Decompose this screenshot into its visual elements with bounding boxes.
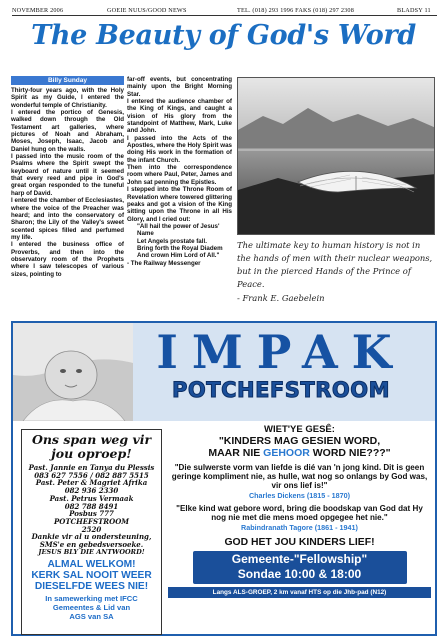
article-paragraph: Then into the correspondence room where Paul, Peter, James and John sat penning the Epistles.	[127, 164, 232, 186]
dickens-quote: "Die sulwerste vorm van liefde is dié van 'n jong kind. Dit is geen geringe kompliment nie, as hulle, wat nog so onlangs by God was, vir ons lief is!"	[171, 463, 428, 491]
header-date: NOVEMBER 2006	[12, 7, 64, 14]
impak-logo: IMPAK	[156, 325, 406, 379]
kinders-post: WORD NIE???"	[309, 447, 391, 459]
partnership-line: AGS van SA	[69, 612, 114, 622]
pastor-name: Past. Jannie en Tanya du Plessis	[28, 463, 155, 472]
header-page: BLADSY 11	[397, 7, 431, 14]
answer-text: JESUS BLY DIE ANTWOORD!	[38, 547, 145, 556]
baby-illustration	[13, 323, 133, 421]
partnership-line: Gemeentes & Lid van	[52, 603, 131, 613]
ad-message	[168, 424, 431, 598]
welcome-block	[22, 559, 161, 592]
ad-banner	[13, 323, 435, 421]
partnership-block	[22, 594, 161, 621]
poem-line: And crown Him Lord of All."	[137, 252, 220, 260]
article-column-1	[11, 87, 124, 278]
pastor-phone: 082 788 8491	[64, 501, 119, 511]
baby-photo	[13, 323, 133, 421]
quote-author: - Frank E. Gaebelein	[237, 293, 325, 303]
article-paragraph: I entered the audience chamber of the King of Kings, and caught a vision of His glory from the standpoint of Matthew, Mark, Luke and John.	[127, 98, 232, 135]
kinders-headline	[168, 435, 431, 459]
impak-advertisement	[11, 321, 437, 636]
bible-lake-photo	[237, 77, 435, 235]
directions-bar: Langs ALS-GROEP, 2 km vanaf HTS op die Jhb-pad (N12)	[168, 587, 431, 598]
welcome-line: KERK SAL NOOIT WEER	[31, 570, 152, 582]
article-source: - The Railway Messenger	[127, 259, 201, 267]
welcome-line: ALMAL WELKOM!	[47, 559, 136, 571]
partnership-line: In samewerking met IFCC	[45, 594, 138, 604]
pull-quote	[237, 239, 435, 305]
thanks-text: Dankie vir al u ondersteuning, SMS'e en gebedsversoeke.	[31, 532, 152, 550]
wiet-heading: WIET'YE GESÊ:	[264, 424, 335, 435]
article-column-2	[127, 76, 232, 267]
potchefstroom-title: POTCHEFSTROOM	[172, 378, 390, 402]
article-paragraph: I passed into the Acts of the Apostles, where the Holy Spirit was doing His work in the formation of the infant Church.	[127, 134, 232, 164]
pastor-phone: 082 936 2330	[64, 486, 119, 496]
fellowship-title: Gemeente-"Fellowship"	[231, 552, 368, 567]
poem-line: Let Angels prostate fall.	[137, 237, 207, 245]
article-paragraph: Thirty-four years ago, with the Holy Spirit as my Guide, I entered the wonderful temple of Christianity.	[11, 87, 124, 109]
bible-lake-illustration	[238, 78, 435, 235]
pastor-name: Past. Peter & Magriet Afrika	[35, 478, 148, 488]
kinders-line-2	[168, 447, 431, 459]
tagore-quote: "Elke kind wat gebore word, bring die boodskap van God dat Hy nog nie met die mens moed opgegee het nie."	[176, 504, 423, 523]
contact-heading: Ons span weg vir jou oproep!	[31, 432, 152, 461]
article-paragraph: I stepped into the Throne Room of Revelation where towered glittering peaks and got a vision of the King sitting upon the Throne in all His Glory, and I cried out:	[127, 186, 232, 223]
article-paragraph: I passed into the music room of the Psalms where the Spirit swept the keyboard of nature until it seemed that every reed and pipe in God's great organ responded to the tuneful harp of David.	[11, 153, 124, 197]
love-headline: GOD HET JOU KINDERS LIEF!	[224, 537, 375, 549]
article-byline: Billy Sunday	[11, 76, 124, 85]
postbox: Posbus 777	[69, 509, 114, 519]
page-title: The Beauty of God's Word	[31, 20, 416, 51]
poem-line: Bring forth the Royal Diadem	[137, 244, 223, 252]
welcome-line: DIESELFDE WEES NIE!	[34, 581, 149, 593]
pastor-contacts	[22, 464, 161, 556]
header-contact: TEL. (018) 293 1996 FAKS (018) 297 2308	[237, 7, 354, 14]
article-paragraph: I entered the chamber of Ecclesiastes, where the voice of the Preacher was heard; and into the conservatory of Sharon; the Lily of the Valley's sweet scented spices filled and perfumed my life.	[11, 197, 124, 241]
article-paragraph: I entered the business office of Proverbs, and then into the observatory room of the Prophets where I saw telescopes of various sizes, pointing to	[11, 241, 124, 278]
kinders-hoor: GEHOOR	[263, 447, 310, 459]
dickens-attribution: Charles Dickens (1815 - 1870)	[248, 491, 351, 501]
article-paragraph: I entered the portico of Genesis, walked down through the Old Testament art galleries, where pictures of Noah and Abraham, Moses, Joseph, Isaac, Jacob and Daniel hung on the walls.	[11, 109, 124, 153]
kinders-pre: MAAR NIE	[208, 447, 264, 459]
town: POTCHEFSTROOM	[53, 516, 130, 526]
pastor-name: Past. Petrus Vermaak	[49, 493, 134, 503]
header-publication: GOEIE NUUS/GOOD NEWS	[107, 7, 187, 14]
tagore-attribution: Rabindranath Tagore (1861 - 1941)	[241, 523, 358, 533]
contact-box	[21, 429, 162, 635]
fellowship-banner	[193, 551, 407, 584]
article-paragraph: far-off events, but concentrating mainly upon the Bright Morning Star.	[127, 76, 232, 98]
kinders-line-1: "KINDERS MAG GESIEN WORD,	[218, 435, 381, 447]
quote-text: The ultimate key to human history is not in the hands of men with their nuclear weapons, but in the pierced Hands of the Prince of Peace.	[237, 240, 433, 289]
service-times: Sondae 10:00 & 18:00	[237, 567, 362, 582]
postcode: 2520	[81, 524, 102, 534]
poem-line: "All hail the power of Jesus' Name	[137, 222, 220, 238]
header-rule	[12, 15, 437, 16]
pastor-phone: 083 627 7556 / 082 887 5515	[34, 470, 149, 480]
